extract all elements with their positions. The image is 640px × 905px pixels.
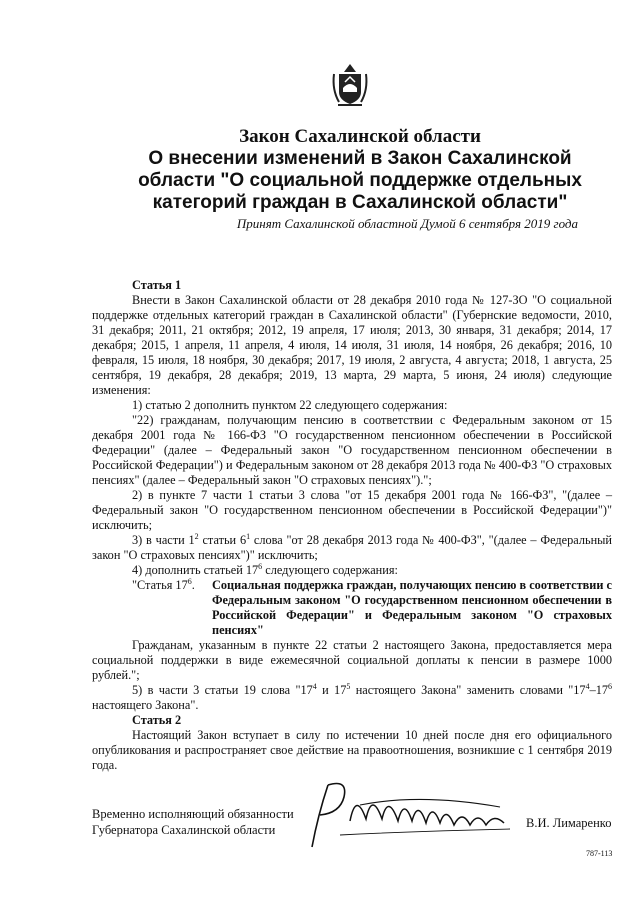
signer-name: В.И. Лимаренко	[526, 816, 612, 830]
item-3: 3) в части $1^2$ статьи $6^1$ слова "от 28 декабря 2013 года № 400-ФЗ", "(далее – Федеральный закон "О страховых пенсиях")" исключить;	[92, 531, 612, 562]
title-line-2: О внесении изменений в Закон Сахалинской	[148, 148, 572, 169]
item-2: 2) в пункте 7 части 1 статьи 3 слова "от 15 декабря 2001 года № 166-ФЗ", "(далее – Федеральный закон "О государственном пенсионном обеспечении в Российской Федерации")" исключить;	[92, 488, 612, 532]
article-1-heading: Статья 1	[132, 278, 182, 292]
document-title	[90, 126, 630, 214]
item-4: 4) дополнить статьей $17^6$ следующего содержания:	[132, 561, 398, 577]
article-2-text: Настоящий Закон вступает в силу по истечении 10 дней после дня его официального опубликования и распространяет свое действие на правоотношения, возникшие с 1 сентября 2019 года.	[92, 728, 612, 772]
title-line-1: Закон Сахалинской области	[239, 126, 481, 147]
article-1-intro: Внести в Закон Сахалинской области от 28 декабря 2010 года № 127-ЗО "О социальной поддержке отдельных категорий граждан в Сахалинской области" (Губернские ведомости, 2010, 31 декабря; 2011, 21 октября; 2012, 19 апреля, 17 июля; 2013, 30 января, 31 декабря; 2014, 17 декабря; 2015, 1 апреля, 11 апреля, 4 июля, 14 июля, 31 июля, 14 ноября, 26 декабря; 2016, 10 февраля, 15 июля, 18 ноября, 30 декабря; 2017, 19 июля, 2 августа, 4 августа; 2018, 1 августа, 25 сентября, 19 декабря, 28 декабря; 2019, 13 марта, 29 марта, 5 июня, 24 июля) следующие изменения:	[92, 293, 612, 397]
item-5: 5) в части 3 статьи 19 слова "$17^4$ и $17^5$ настоящего Закона" заменить словами "$17^4-17^6$ настоящего Закона".	[92, 681, 613, 712]
article-17-6-label: "Статья $17^6$.	[132, 576, 195, 592]
coat-of-arms-icon	[330, 62, 370, 108]
adoption-note: Принят Сахалинской областной Думой 6 сентября 2019 года	[236, 216, 578, 231]
article-17-6-text: Гражданам, указанным в пункте 22 статьи 2 настоящего Закона, предоставляется мера социальной поддержки в виде ежемесячной социальной доплаты к пенсии в размере 1000 рублей.";	[92, 638, 612, 682]
item-1-text: "22) гражданам, получающим пенсию в соответствии с Федеральным законом от 15 декабря 2001 года № 166-ФЗ "О государственном пенсионном обеспечении в Российской Федерации" (далее – Федеральный закон "О государственном пенсионном обеспечении в Российской Федерации") и Федеральным законом от 28 декабря 2013 года № 400-ФЗ "О страховых пенсиях" (далее – Федеральный закон "О страховых пенсиях").";	[92, 413, 612, 487]
item-1: 1) статью 2 дополнить пунктом 22 следующего содержания:	[132, 398, 448, 412]
article-2-heading: Статья 2	[132, 713, 182, 727]
document-number: 787-113	[586, 849, 613, 858]
law-body	[92, 278, 612, 773]
signer-position	[92, 806, 294, 838]
signer-position-line-1: Временно исполняющий обязанности	[92, 807, 294, 821]
signer-position-line-2: Губернатора Сахалинской области	[92, 823, 276, 837]
article-17-6-title: Социальная поддержка граждан, получающих пенсию в соответствии с Федеральным законом "О государственном пенсионном обеспечении в Российской Федерации" и Федеральным законом "О страховых пенсиях"	[212, 578, 612, 637]
title-line-4: категорий граждан в Сахалинской области"	[152, 192, 568, 213]
article-17-6-block	[92, 578, 612, 638]
title-line-3: области "О социальной поддержке отдельных	[138, 170, 582, 191]
handwritten-signature-icon	[300, 775, 530, 850]
